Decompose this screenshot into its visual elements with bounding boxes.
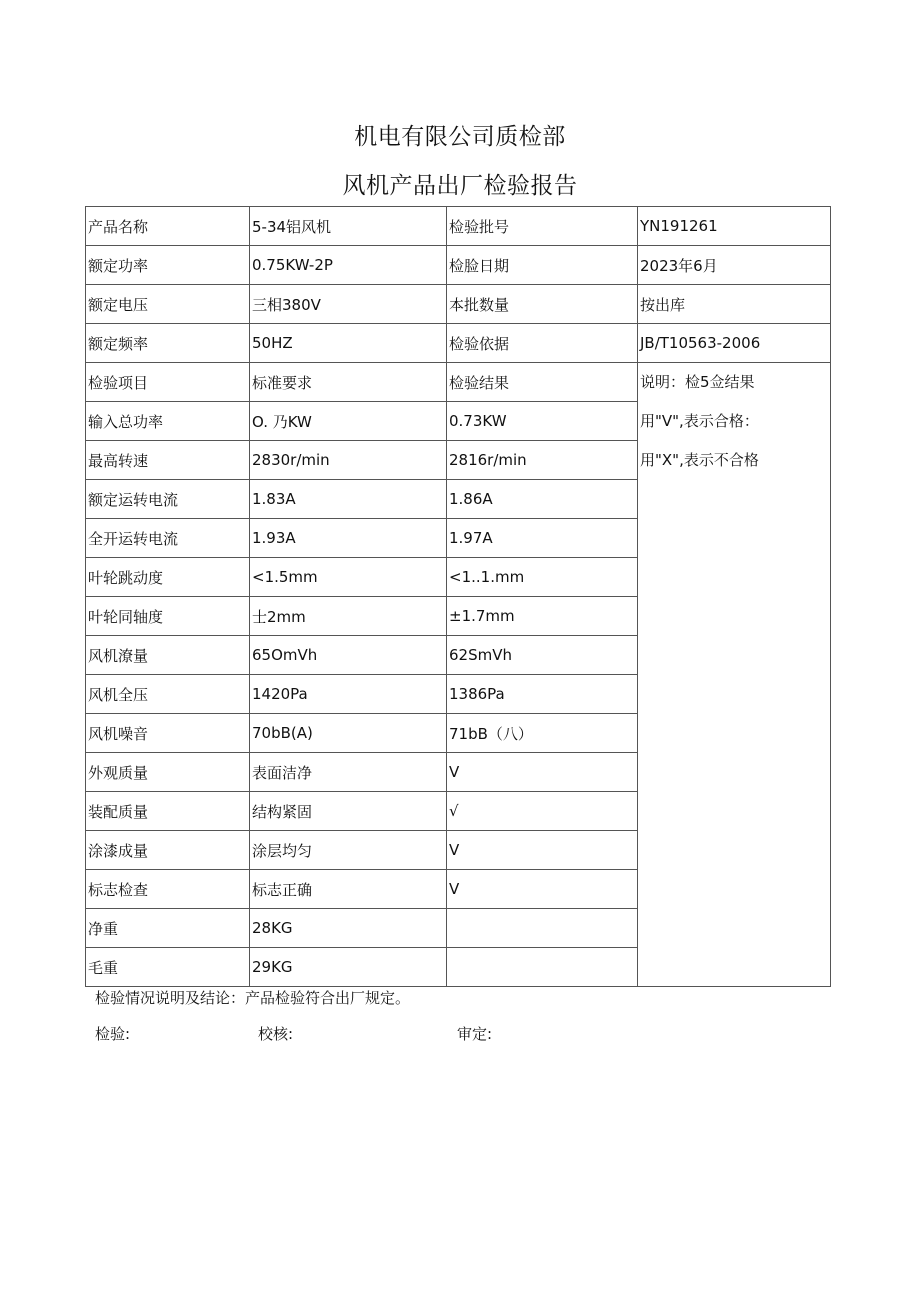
inspection-result: V bbox=[447, 753, 638, 792]
info-value: JB/T10563-2006 bbox=[638, 324, 831, 363]
inspection-standard: 1.83A bbox=[250, 480, 447, 519]
approver-signature-label: 审定: bbox=[457, 1025, 493, 1043]
inspection-standard: 涂层均匀 bbox=[250, 831, 447, 870]
inspection-item: 风机全压 bbox=[86, 675, 250, 714]
info-row bbox=[86, 324, 831, 363]
inspection-result: √ bbox=[447, 792, 638, 831]
inspection-standard: 2830r/min bbox=[250, 441, 447, 480]
inspection-conclusion: 检验情况说明及结论：产品检验符合出厂规定。 bbox=[95, 989, 411, 1007]
checker-signature-label: 校核: bbox=[258, 1025, 294, 1043]
inspection-item: 装配质量 bbox=[86, 792, 250, 831]
info-value: YN191261 bbox=[638, 207, 831, 246]
inspection-result: 1386Pa bbox=[447, 675, 638, 714]
inspection-item: 风机噪音 bbox=[86, 714, 250, 753]
inspection-item: 最高转速 bbox=[86, 441, 250, 480]
inspection-standard: <1.5mm bbox=[250, 558, 447, 597]
inspection-result: <1..1.mm bbox=[447, 558, 638, 597]
info-label: 额定频率 bbox=[86, 324, 250, 363]
inspection-result bbox=[447, 909, 638, 948]
inspection-item: 输入总功率 bbox=[86, 402, 250, 441]
note-line: 说明：检5佥结果 bbox=[640, 373, 755, 391]
inspection-standard: 表面洁净 bbox=[250, 753, 447, 792]
inspection-standard: 标志正确 bbox=[250, 870, 447, 909]
inspection-result: 0.73KW bbox=[447, 402, 638, 441]
inspection-item: 叶轮跳动度 bbox=[86, 558, 250, 597]
note-line: 用"X",表示不合格 bbox=[640, 451, 759, 469]
info-label: 检验批号 bbox=[447, 207, 638, 246]
inspection-item: 外观质量 bbox=[86, 753, 250, 792]
note-line: 用"V",表示合格： bbox=[640, 412, 759, 430]
info-value: 2023年6月 bbox=[638, 246, 831, 285]
inspection-standard: 65OmVh bbox=[250, 636, 447, 675]
inspection-result: 1.97A bbox=[447, 519, 638, 558]
info-label: 产品名称 bbox=[86, 207, 250, 246]
inspection-standard: 1.93A bbox=[250, 519, 447, 558]
info-row bbox=[86, 207, 831, 246]
info-value: 5-34铝风机 bbox=[250, 207, 447, 246]
result-legend-note bbox=[638, 363, 831, 987]
column-header-standard: 标准要求 bbox=[250, 363, 447, 402]
inspection-result: ±1.7mm bbox=[447, 597, 638, 636]
inspection-item: 风机潦量 bbox=[86, 636, 250, 675]
info-value: 0.75KW-2P bbox=[250, 246, 447, 285]
inspection-standard: 70bB(A) bbox=[250, 714, 447, 753]
report-title: 风机产品出厂检验报告 bbox=[342, 173, 578, 199]
inspection-standard: 28KG bbox=[250, 909, 447, 948]
signature-line bbox=[0, 1023, 920, 1045]
inspection-result: 1.86A bbox=[447, 480, 638, 519]
inspection-standard: 1420Pa bbox=[250, 675, 447, 714]
info-row bbox=[86, 285, 831, 324]
info-value: 三相380V bbox=[250, 285, 447, 324]
column-header-item: 检验项目 bbox=[86, 363, 250, 402]
inspection-result bbox=[447, 948, 638, 987]
info-row bbox=[86, 246, 831, 285]
column-header-result: 检验结果 bbox=[447, 363, 638, 402]
inspection-report-table bbox=[85, 206, 831, 987]
info-label: 额定电压 bbox=[86, 285, 250, 324]
info-value: 50HZ bbox=[250, 324, 447, 363]
company-title: 机电有限公司质检部 bbox=[354, 124, 566, 150]
inspection-item: 净重 bbox=[86, 909, 250, 948]
inspection-item: 涂漆成量 bbox=[86, 831, 250, 870]
inspection-result: 2816r/min bbox=[447, 441, 638, 480]
info-label: 额定功率 bbox=[86, 246, 250, 285]
inspection-item: 全开运转电流 bbox=[86, 519, 250, 558]
inspection-result: 62SmVh bbox=[447, 636, 638, 675]
info-label: 检脸日期 bbox=[447, 246, 638, 285]
inspection-item: 标志检查 bbox=[86, 870, 250, 909]
inspection-result: V bbox=[447, 831, 638, 870]
inspection-standard: 结构紧固 bbox=[250, 792, 447, 831]
inspector-signature-label: 检验: bbox=[95, 1025, 131, 1043]
inspection-result: 71bB（八） bbox=[447, 714, 638, 753]
info-label: 检验依据 bbox=[447, 324, 638, 363]
inspection-item: 叶轮同轴度 bbox=[86, 597, 250, 636]
inspection-item: 毛重 bbox=[86, 948, 250, 987]
info-value: 按出库 bbox=[638, 285, 831, 324]
inspection-standard: 29KG bbox=[250, 948, 447, 987]
inspection-header-row bbox=[86, 363, 831, 402]
info-label: 本批数量 bbox=[447, 285, 638, 324]
inspection-item: 额定运转电流 bbox=[86, 480, 250, 519]
inspection-standard: O. 乃KW bbox=[250, 402, 447, 441]
inspection-result: V bbox=[447, 870, 638, 909]
inspection-standard: 士2mm bbox=[250, 597, 447, 636]
